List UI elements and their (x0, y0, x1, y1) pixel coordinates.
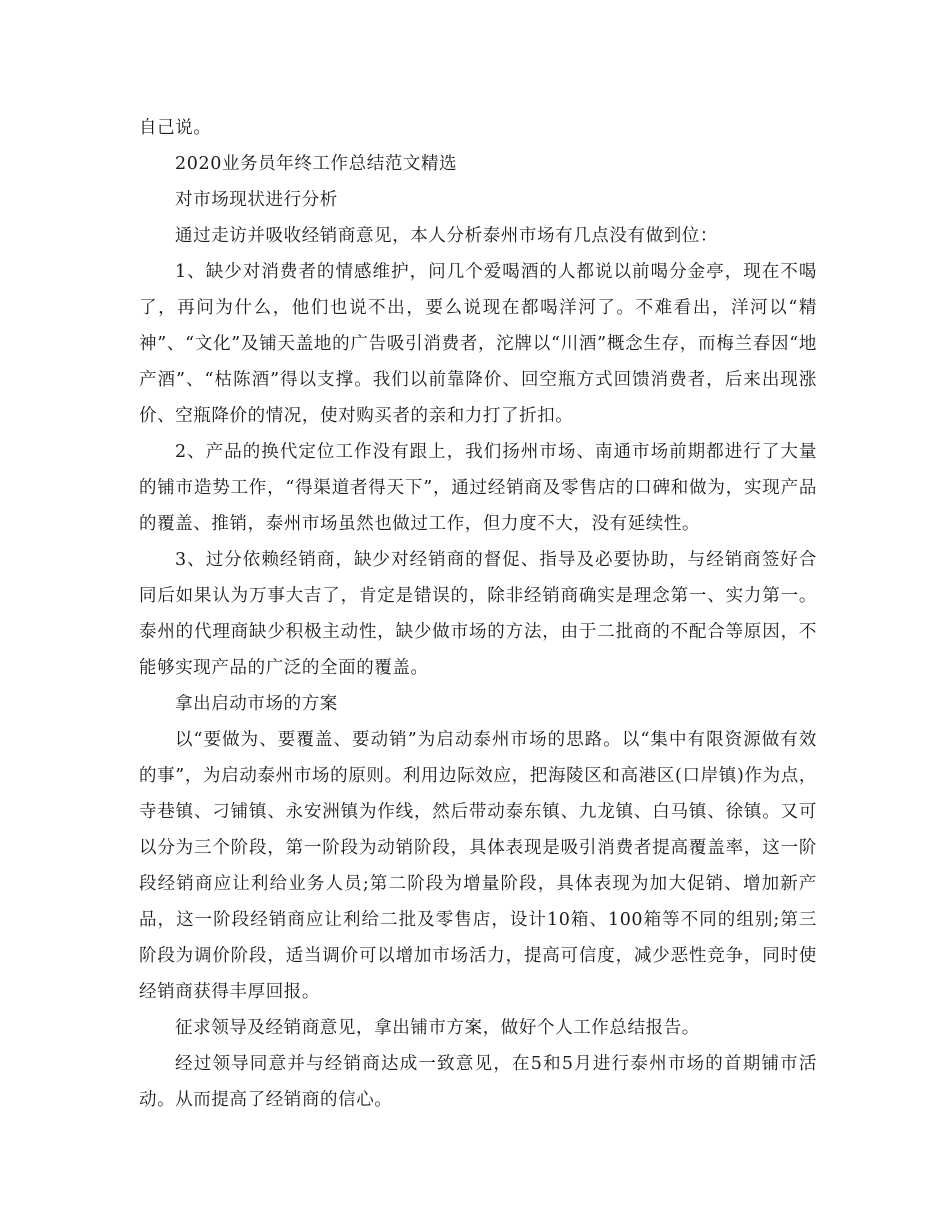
section-heading-market-analysis: 对市场现状进行分析 (175, 190, 338, 210)
document-body (139, 110, 817, 1118)
paragraph-launch-plan: 以“要做为、要覆盖、要动销”为启动泰州市场的思路。以“集中有限资源做有效的事”，为启动泰州市场的原则。利用边际效应，把海陵区和高港区(口岸镇)作为点，寺巷镇、刁铺镇、永安洲镇为作线，然后带动泰东镇、九龙镇、白马镇、徐镇。又可以分为三个阶段，第一阶段为动销阶段，具体表现是吸引消费者提高覆盖率，这一阶段经销商应让利给业务人员;第二阶段为增量阶段，具体表现为加大促销、增加新产品，这一阶段经销商应让利给二批及零售店，设计10箱、100箱等不同的组别;第三阶段为调价阶段，适当调价可以增加市场活力，提高可信度，减少恶性竞争，同时使经销商获得丰厚回报。 (139, 730, 817, 1002)
section-heading-launch-plan: 拿出启动市场的方案 (175, 694, 338, 714)
paragraph-solicit-opinions: 征求领导及经销商意见，拿出铺市方案，做好个人工作总结报告。 (175, 1018, 700, 1038)
paragraph-point-3: 3、过分依赖经销商，缺少对经销商的督促、指导及必要协助，与经销商签好合同后如果认为万事大吉了，肯定是错误的，除非经销商确实是理念第一、实力第一。泰州的代理商缺少积极主动性，缺少做市场的方法，由于二批商的不配合等原因，不能够实现产品的广泛的全面的覆盖。 (139, 550, 817, 678)
paragraph-point-1: 1、缺少对消费者的情感维护，问几个爱喝酒的人都说以前喝分金亭，现在不喝了，再问为什么，他们也说不出，要么说现在都喝洋河了。不难看出，洋河以“精神”、“文化”及铺天盖地的广告吸引消费者，沱牌以“川酒”概念生存，而梅兰春因“地产酒”、“枯陈酒”得以支撑。我们以前靠降价、回空瓶方式回馈消费者，后来出现涨价、空瓶降价的情况，使对购买者的亲和力打了折扣。 (139, 262, 817, 426)
paragraph-intro: 通过走访并吸收经销商意见，本人分析泰州市场有几点没有做到位： (175, 226, 718, 246)
paragraph-first-campaign: 经过领导同意并与经销商达成一致意见，在5和5月进行泰州市场的首期铺市活动。从而提高了经销商的信心。 (139, 1054, 817, 1110)
section-title: 2020业务员年终工作总结范文精选 (175, 154, 458, 174)
paragraph-point-2: 2、产品的换代定位工作没有跟上，我们扬州市场、南通市场前期都进行了大量的铺市造势工作，“得渠道者得天下”，通过经销商及零售店的口碑和做为，实现产品的覆盖、推销，泰州市场虽然也做过工作，但力度不大，没有延续性。 (139, 442, 817, 534)
paragraph-continuation: 自己说。 (139, 118, 212, 138)
